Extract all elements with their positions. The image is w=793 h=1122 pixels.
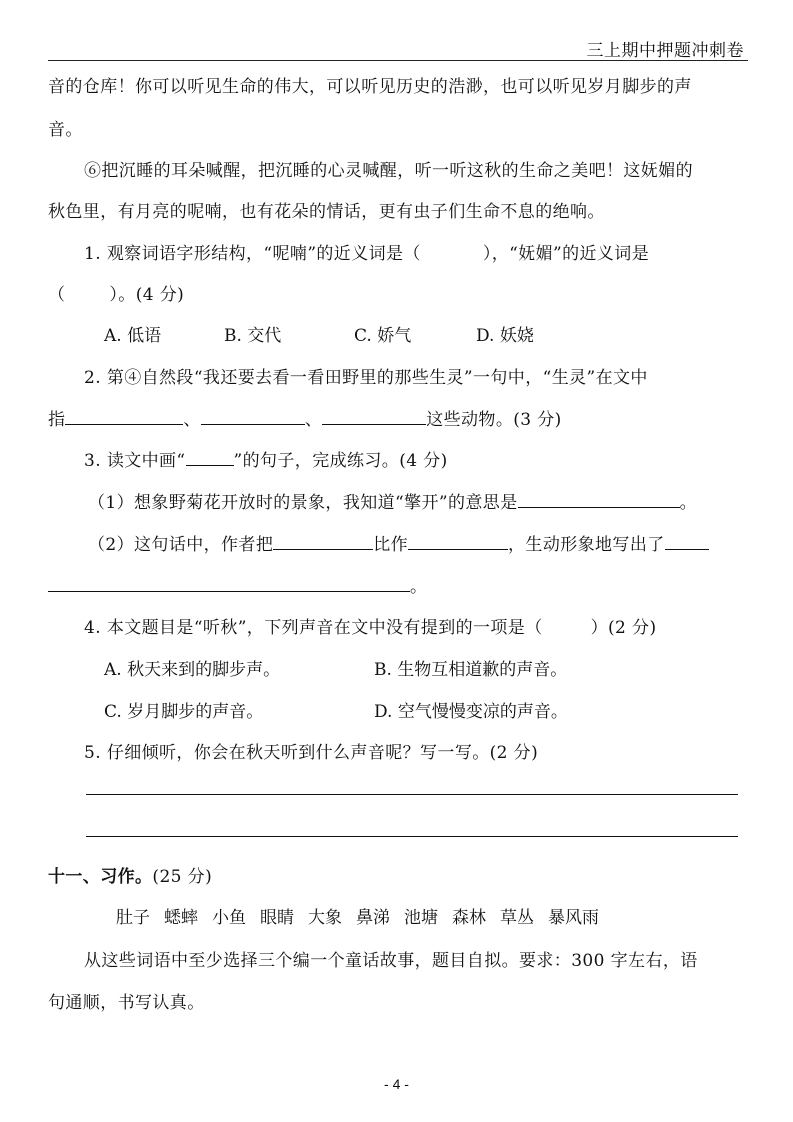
q5-answer-line-1[interactable]	[86, 794, 738, 795]
q3-sub2-end: 。	[410, 577, 428, 597]
q2-line2	[48, 405, 562, 430]
word-bank-item: 草丛	[500, 908, 534, 928]
section11-instruction-line1: 从这些词语中至少选择三个编一个童话故事，题目自拟。要求：300 字左右，语	[84, 951, 698, 971]
word-bank-item: 暴风雨	[548, 908, 599, 928]
header-title: 三上期中押题冲刺卷	[586, 41, 744, 61]
q3-sub2-blank-2[interactable]	[408, 534, 508, 550]
q2-blank-2[interactable]	[201, 409, 305, 425]
q4-option-a: A. 秋天来到的脚步声。	[104, 660, 281, 680]
q1-option-b: B. 交代	[224, 326, 282, 346]
q1-text-a: 1. 观察词语字形结构，“呢喃”的近义词是（	[84, 244, 421, 264]
passage-p6-line2: 秋色里，有月亮的呢喃，也有花朵的情话，更有虫子们生命不息的绝响。	[48, 202, 605, 222]
q4-line1	[84, 613, 657, 638]
q3-sub1-end: 。	[679, 493, 698, 513]
word-bank-item: 池塘	[404, 908, 438, 928]
word-bank-item: 眼睛	[260, 908, 294, 928]
q3-sub2-text-b: 比作	[373, 535, 409, 555]
word-bank-item: 鼻涕	[356, 908, 390, 928]
q2-sep-1: 、	[183, 410, 201, 430]
section11-heading	[48, 862, 212, 887]
q1-option-c: C. 娇气	[354, 326, 412, 346]
q1-line2	[48, 280, 184, 305]
q3-sub2-blank-1[interactable]	[273, 534, 373, 550]
q3-underline-mark	[186, 450, 234, 466]
q3-sub2-text-c: ，生动形象地写出了	[508, 535, 665, 555]
q4-option-c: C. 岁月脚步的声音。	[104, 702, 264, 722]
q3-sub1	[88, 488, 697, 513]
word-bank-item: 蟋蟀	[164, 908, 198, 928]
q3-sub2-continued	[48, 572, 427, 597]
q3-line1	[84, 446, 448, 471]
q5-answer-line-2[interactable]	[86, 836, 738, 837]
page-header	[48, 36, 748, 61]
q2-blank-1[interactable]	[65, 409, 183, 425]
q4-text-b: ）(2 分)	[590, 618, 657, 638]
passage-p6-line1: ⑥把沉睡的耳朵喊醒，把沉睡的心灵喊醒，听一听这秋的生命之美吧！这妩媚的	[84, 161, 693, 181]
q4-text-a: 4. 本文题目是“听秋”，下列声音在文中没有提到的一项是（	[84, 618, 543, 638]
q4-option-d: D. 空气慢慢变凉的声音。	[374, 702, 568, 722]
q3-sub2-blank-3[interactable]	[665, 534, 709, 550]
q2-text-a: 指	[48, 410, 66, 430]
q1-line1	[84, 239, 649, 264]
q1-text-d: ）。(4 分)	[109, 285, 185, 305]
q1-option-a: A. 低语	[104, 326, 162, 346]
q3-text-b: ”的句子，完成练习。(4 分)	[233, 451, 448, 471]
word-bank-item: 大象	[308, 908, 342, 928]
q2-sep-2: 、	[304, 410, 323, 430]
q3-sub2	[88, 530, 709, 555]
section11-title: 十一、习作。	[48, 867, 153, 887]
section11-score: (25 分)	[152, 867, 213, 887]
word-bank	[116, 903, 613, 928]
q3-sub2-blank-4[interactable]	[48, 576, 410, 592]
q2-blank-3[interactable]	[322, 409, 426, 425]
word-bank-item: 森林	[452, 908, 486, 928]
q2-text-b: 这些动物。(3 分)	[426, 410, 562, 430]
section11-instruction-line2: 句通顺，书写认真。	[48, 993, 205, 1013]
q3-sub2-text-a: （2）这句话中，作者把	[88, 535, 274, 555]
q1-text-c: （	[48, 285, 66, 305]
passage-p5-line2: 音。	[48, 120, 83, 140]
word-bank-item: 小鱼	[212, 908, 246, 928]
q1-text-b: ），“妩媚”的近义词是	[482, 244, 650, 264]
q2-line1: 2. 第④自然段“我还要去看一看田野里的那些生灵”一句中，“生灵”在文中	[84, 368, 648, 388]
q1-option-d: D. 妖娆	[476, 326, 534, 346]
page-number: - 4 -	[384, 1076, 409, 1092]
q5-line1: 5. 仔细倾听，你会在秋天听到什么声音呢？写一写。(2 分)	[84, 743, 539, 763]
q3-sub1-blank[interactable]	[518, 492, 680, 508]
q3-text-a: 3. 读文中画“	[84, 451, 186, 471]
passage-p5-line1: 音的仓库！你可以听见生命的伟大，可以听见历史的浩渺，也可以听见岁月脚步的声	[48, 77, 692, 97]
word-bank-item: 肚子	[116, 908, 150, 928]
q3-sub1-text: （1）想象野菊花开放时的景象，我知道“擎开”的意思是	[88, 493, 518, 513]
q4-option-b: B. 生物互相道歉的声音。	[374, 660, 568, 680]
